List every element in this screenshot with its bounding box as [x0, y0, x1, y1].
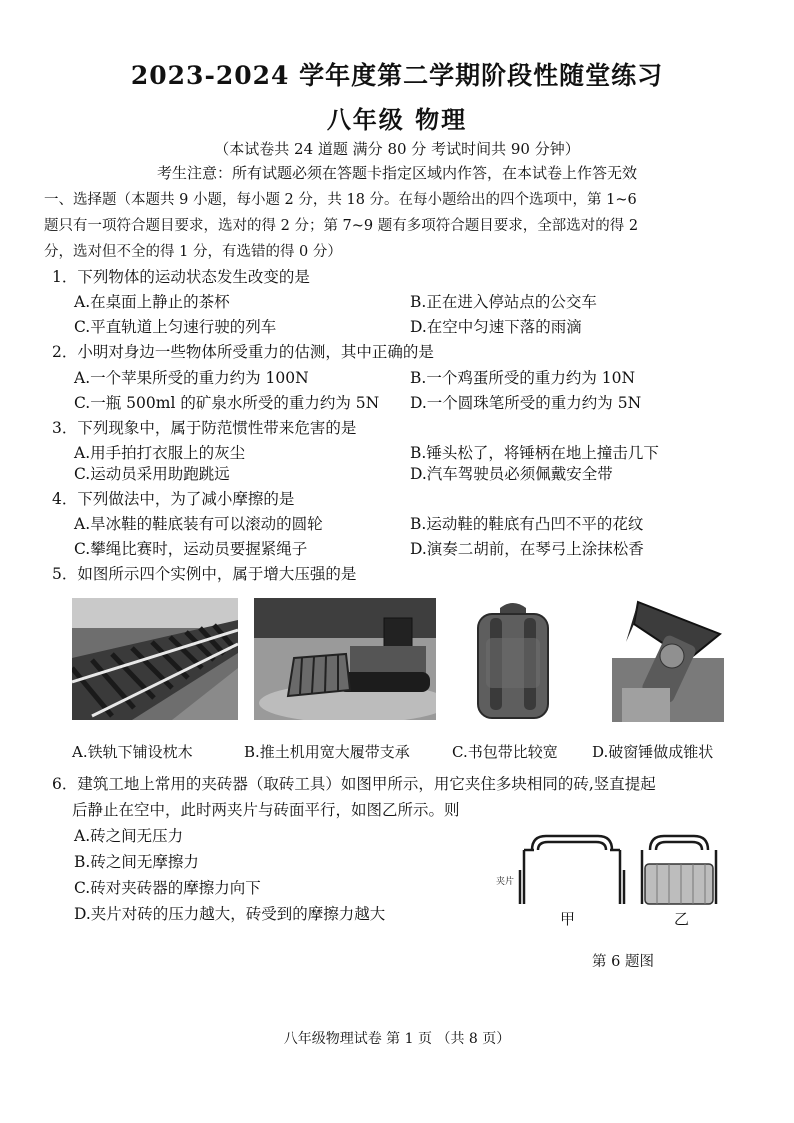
question-2-option-b: B.一个鸡蛋所受的重力约为 10N: [410, 369, 636, 387]
question-6-option-d: D.夹片对砖的压力越大，砖受到的摩擦力越大: [74, 905, 386, 923]
question-1-option-a: A.在桌面上静止的茶杯: [74, 293, 230, 311]
question-4-option-a: A.旱冰鞋的鞋底装有可以滚动的圆轮: [74, 515, 323, 533]
photo-railway-sleepers: [72, 598, 238, 720]
question-4-option-c: C.攀绳比赛时，运动员要握紧绳子: [74, 540, 308, 558]
question-1-option-b: B.正在进入停站点的公交车: [410, 293, 597, 311]
figure-6-brick-clamp: [494, 830, 724, 930]
clamp-empty-drawing: [520, 836, 624, 904]
question-6-option-a: A.砖之间无压力: [74, 827, 184, 845]
question-2-stem: 2．小明对身边一些物体所受重力的估测，其中正确的是: [52, 343, 434, 361]
question-3-option-c: C.运动员采用助跑跳远: [74, 465, 230, 483]
clamp-with-bricks-drawing: [642, 836, 716, 904]
question-6-option-c: C.砖对夹砖器的摩擦力向下: [74, 879, 261, 897]
question-5-option-c: C.书包带比较宽: [452, 743, 558, 761]
question-6-stem-line1: 6．建筑工地上常用的夹砖器（取砖工具）如图甲所示，用它夹住多块相同的砖,竖直提起: [52, 775, 656, 793]
question-5-stem: 5．如图所示四个实例中，属于增大压强的是: [52, 565, 357, 583]
question-3-option-b: B.锤头松了，将锤柄在地上撞击几下: [410, 444, 659, 462]
figure-6-label-yi: 乙: [674, 910, 690, 928]
question-1-option-d: D.在空中匀速下落的雨滴: [410, 318, 582, 336]
exam-title: 2023-2024 学年度第二学期阶段性随堂练习: [130, 61, 664, 90]
section-instructions-line1: 一、选择题（本题共 9 小题，每小题 2 分，共 18 分。在每小题给出的四个选项中，第 1~6: [44, 192, 637, 208]
figure-6-label-jia: 甲: [560, 910, 576, 928]
question-1-option-c: C.平直轨道上匀速行驶的列车: [74, 318, 277, 336]
question-5-option-b: B.推土机用宽大履带支承: [244, 743, 410, 761]
photo-bulldozer: [254, 598, 436, 720]
question-3-option-a: A.用手拍打衣服上的灰尘: [74, 444, 246, 462]
question-2-option-d: D.一个圆珠笔所受的重力约为 5N: [410, 394, 642, 412]
question-6-stem-line2: 后静止在空中，此时两夹片与砖面平行，如图乙所示。则: [72, 801, 460, 819]
photo-backpack: [466, 598, 560, 722]
question-6-option-b: B.砖之间无摩擦力: [74, 853, 199, 871]
photo-window-breaker: [612, 598, 724, 722]
question-4-option-b: B.运动鞋的鞋底有凸凹不平的花纹: [410, 515, 644, 533]
section-instructions-line3: 分，选对但不全的得 1 分，有选错的得 0 分）: [44, 244, 342, 260]
question-2-option-a: A.一个苹果所受的重力约为 100N: [74, 369, 309, 387]
question-4-option-d: D.演奏二胡前，在琴弓上涂抹松香: [410, 540, 644, 558]
question-2-option-c: C.一瓶 500ml 的矿泉水所受的重力约为 5N: [74, 394, 380, 412]
question-5-option-a: A.铁轨下铺设枕木: [72, 743, 193, 761]
exam-notice: 考生注意：所有试题必须在答题卡指定区域内作答，在本试卷上作答无效: [156, 164, 637, 182]
question-3-option-d: D.汽车驾驶员必须佩戴安全带: [410, 465, 613, 483]
question-1-stem: 1．下列物体的运动状态发生改变的是: [52, 268, 310, 286]
question-4-stem: 4．下列做法中，为了减小摩擦的是: [52, 490, 295, 508]
question-3-stem: 3．下列现象中，属于防范惯性带来危害的是: [52, 419, 357, 437]
exam-info: （本试卷共 24 道题 满分 80 分 考试时间共 90 分钟）: [214, 140, 580, 158]
section-instructions-line2: 题只有一项符合题目要求，选对的得 2 分；第 7~9 题有多项符合题目要求，全部选对的得 2: [44, 218, 639, 234]
page-footer: 八年级物理试卷 第 1 页 （共 8 页）: [283, 1031, 511, 1047]
exam-subject: 八年级 物理: [326, 105, 468, 134]
figure-6-caption: 第 6 题图: [592, 954, 654, 970]
question-5-option-d: D.破窗锤做成锥状: [592, 743, 714, 761]
figure-6-clip-label: 夹片: [496, 877, 515, 887]
